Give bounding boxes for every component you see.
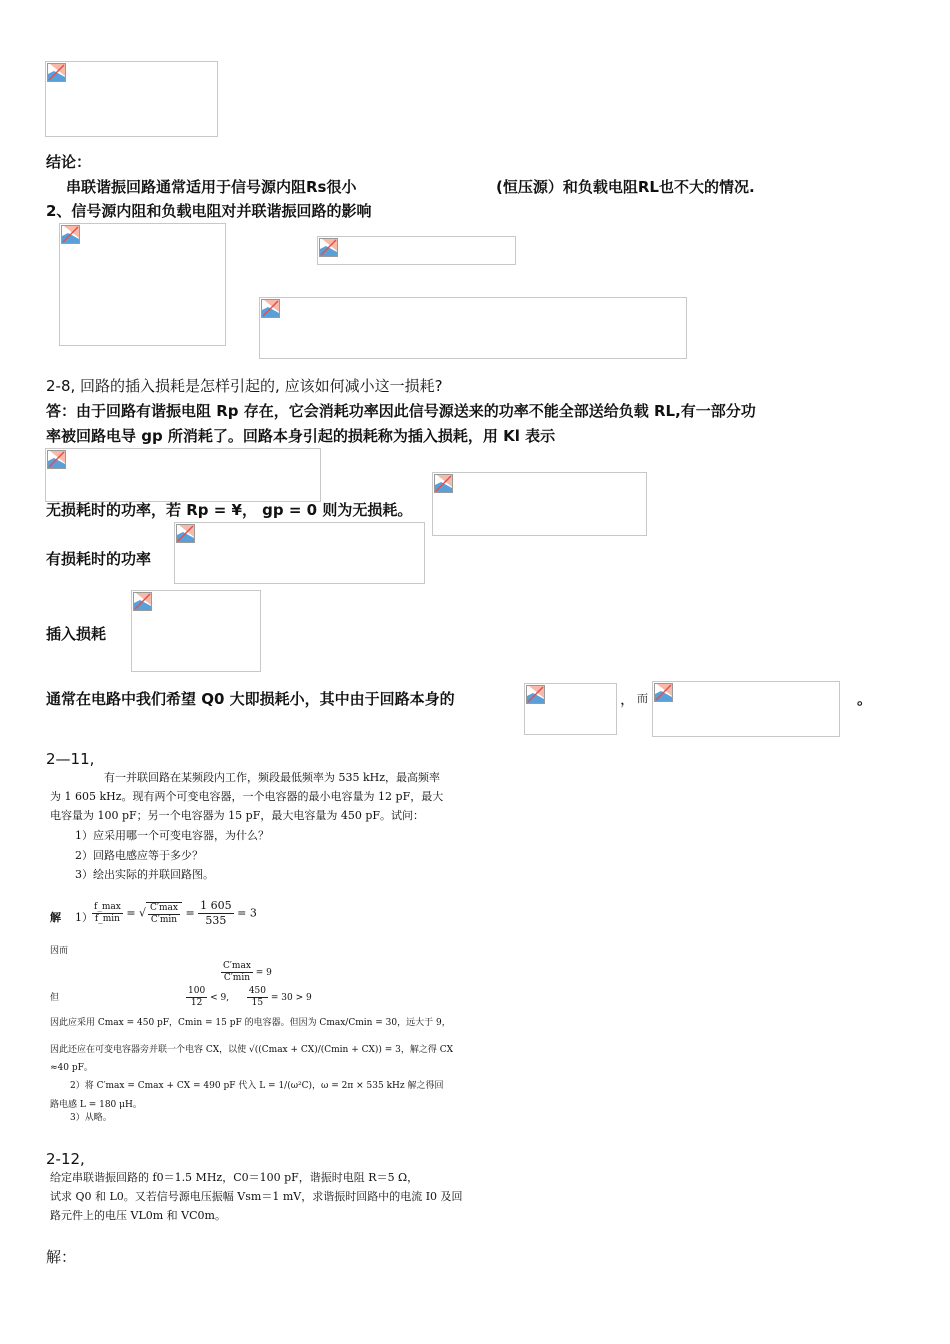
solution-part-3: 3）从略。 (70, 1113, 112, 1123)
gt-3: = 30 > 9 (270, 993, 312, 1003)
lt-9: < 9, (210, 993, 230, 1003)
problem-2-11-item-2: 2）回路电感应等于多少？ (75, 849, 203, 862)
yin-er: 因而 (50, 946, 69, 956)
ratio-9-formula (221, 961, 272, 984)
comma-text: ， (620, 690, 636, 708)
eq-9: = 9 (255, 968, 272, 978)
image-placeholder-3 (317, 236, 516, 265)
c-max-2: C′max (223, 961, 251, 971)
image-placeholder-4 (259, 297, 687, 359)
broken-image-icon (47, 450, 66, 469)
image-placeholder-7 (174, 522, 425, 584)
c-min-2: C′min (223, 973, 251, 983)
f-min: f_min (94, 914, 120, 924)
c-max: C′max (150, 902, 178, 913)
image-placeholder-5 (45, 448, 321, 502)
image-placeholder-2 (59, 223, 226, 346)
insertion-loss-text: 插入损耗 (46, 625, 107, 643)
solution-part-2: 2）将 C′max = Cmax + CX = 490 pF 代入 L = 1/(ω²C)，ω = 2π × 535 kHz 解之得回 (70, 1081, 444, 1091)
period-text: 。 (857, 690, 873, 708)
conclusion-text-a: 串联谐振回路通常适用于信号源内阻Rs很小 (66, 178, 357, 196)
broken-image-icon (434, 474, 453, 493)
image-placeholder-6 (432, 472, 647, 536)
frequency-ratio-formula: $\frac{f\_\max}{f\_\min}$ = √ $\frac{C'\max}{C'\min}$ = $\frac{1 605}{535}$ = 3 (94, 899, 257, 927)
n-450: 450 (248, 986, 266, 996)
question-2-11-label: 2—11, (46, 750, 95, 768)
problem-2-12-p1: 给定串联谐振回路的 f0＝1.5 MHz，C0＝100 pF，谐振时电阻 R＝5 Ω， (50, 1171, 419, 1184)
broken-image-icon (526, 685, 545, 704)
image-placeholder-10 (652, 681, 840, 737)
broken-image-icon (261, 299, 280, 318)
n-15: 15 (251, 998, 264, 1008)
n-100: 100 (188, 986, 206, 996)
image-placeholder-9 (524, 683, 617, 735)
conclusion-text-b: (恒压源）和负载电阻RL也不大的情况. (496, 178, 755, 196)
solution-idx: 1） (75, 911, 93, 924)
no-loss-power-text: 无损耗时的功率，若 Rp = ¥， gp = 0 则为无损耗。 (46, 501, 413, 519)
broken-image-icon (47, 63, 66, 82)
n-12: 12 (190, 998, 203, 1008)
broken-image-icon (654, 683, 673, 702)
problem-2-11-p1: 有一并联回路在某频段内工作，频段最低频率为 535 kHz，最高频率 (104, 771, 441, 784)
answer-line-2: 率被回路电导 gp 所消耗了。回路本身引起的损耗称为插入损耗，用 Kl 表示 (46, 427, 556, 445)
broken-image-icon (61, 225, 80, 244)
problem-2-11-item-3: 3）绘出实际的并联回路图。 (75, 868, 214, 881)
broken-image-icon (319, 238, 338, 257)
answer-line-1: 答：由于回路有谐振电阻 Rp 存在，它会消耗功率因此信号源送来的功率不能全部送给负载 RL,有一部分功 (46, 402, 756, 420)
solution-cx-line: 因此还应在可变电容器旁并联一个电容 CX，以使 √((Cmax + CX)/(Cmin + CX)) = 3，解之得 CX (50, 1045, 454, 1055)
conclusion-label: 结论： (46, 153, 92, 171)
problem-2-12-p3: 路元件上的电压 VL0m 和 VC0m。 (50, 1209, 226, 1222)
n-1605: 1 605 (200, 899, 232, 912)
problem-2-11-p3: 电容量为 100 pF；另一个电容器为 15 pF，最大电容量为 450 pF。试问： (50, 809, 424, 822)
question-2-12-label: 2-12, (46, 1150, 85, 1168)
image-placeholder-1 (45, 61, 218, 137)
solution-part-2b: 路电感 L = 180 μH。 (50, 1100, 142, 1110)
problem-2-12-p2: 试求 Q0 和 L0。又若信号源电压振幅 Vsm＝1 mV，求谐振时回路中的电流 I0 及回 (50, 1190, 463, 1203)
er-text: 而 (637, 692, 648, 705)
broken-image-icon (176, 524, 195, 543)
solution-label: 解 (50, 911, 61, 924)
problem-2-11-p2: 为 1 605 kHz。现有两个可变电容器，一个电容器的最小电容量为 12 pF，最大 (50, 790, 444, 803)
solution-cx-line-2: ≈40 pF。 (50, 1063, 93, 1073)
solution-cmax-line: 因此应采用 Cmax = 450 pF，Cmin = 15 pF 的电容器。但因为 Cmax/Cmin = 30，远大于 9， (50, 1018, 451, 1028)
f-max: f_max (94, 902, 121, 912)
question-2-8: 2-8, 回路的插入损耗是怎样引起的, 应该如何减小这一损耗? (46, 377, 443, 395)
ratio-compare-formula (186, 986, 312, 1009)
c-min: C′min (150, 914, 178, 925)
loss-power-text: 有损耗时的功率 (46, 550, 152, 568)
problem-2-11-item-1: 1）应采用哪一个可变电容器，为什么？ (75, 829, 269, 842)
image-placeholder-8 (131, 590, 261, 672)
n-535: 535 (205, 914, 227, 927)
answer-2-12: 解： (46, 1248, 77, 1266)
hope-text: 通常在电路中我们希望 Q0 大即损耗小，其中由于回路本身的 (46, 690, 455, 708)
broken-image-icon (133, 592, 152, 611)
section-heading: 2、信号源内阻和负载电阻对并联谐振回路的影响 (46, 202, 372, 220)
dan: 但 (50, 993, 60, 1003)
eq-3: = 3 (237, 906, 257, 920)
